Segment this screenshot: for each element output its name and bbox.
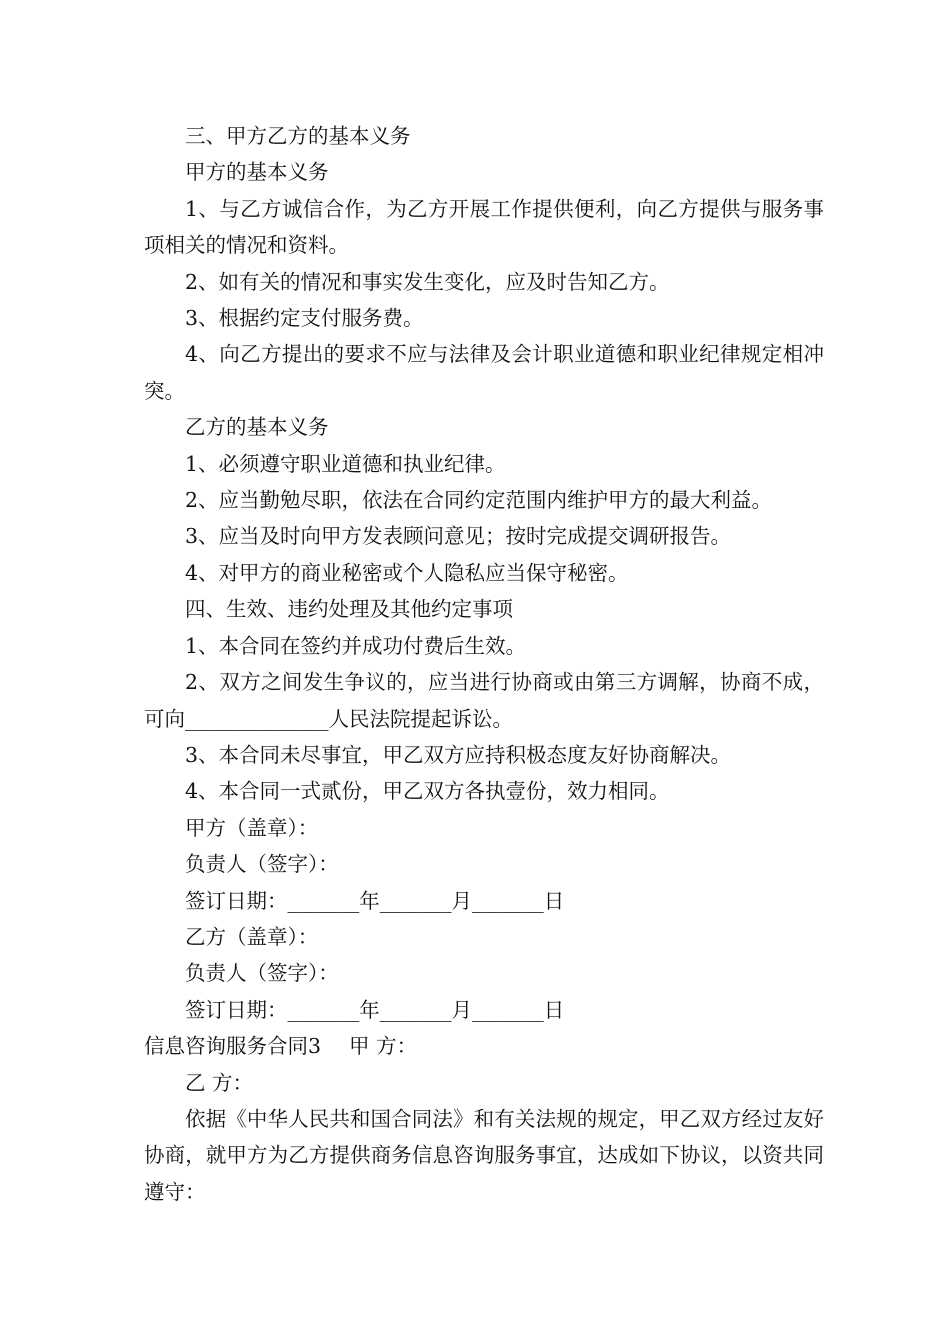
closing-paragraph: 依据《中华人民共和国合同法》和有关法规的规定，甲乙双方经过友好协商，就甲方为乙方提供商务信息咨询服务事宜，达成如下协议，以资共同遵守： [144,1106,824,1204]
party-b-date-line: 签订日期：_______年_______月_______日 [185,997,565,1022]
section-heading-4: 四、生效、违约处理及其他约定事项 [185,597,513,622]
paragraph: 4、本合同一式贰份，甲乙双方各执壹份，效力相同。 [185,779,670,804]
subheading-party-b-obligations: 乙方的基本义务 [185,415,329,440]
paragraph: 2、如有关的情况和事实发生变化，应及时告知乙方。 [185,269,670,294]
paragraph: 2、双方之间发生争议的，应当进行协商或由第三方调解，协商不成，可向______________人民法院提起诉讼。 [144,670,824,731]
paragraph: 3、根据约定支付服务费。 [185,306,424,331]
paragraph: 4、向乙方提出的要求不应与法律及会计职业道德和职业纪律规定相冲突。 [144,342,824,403]
party-a-seal-line: 甲方（盖章）： [185,815,319,840]
contract-title-line [144,1028,824,1064]
party-a-date-line: 签订日期：_______年_______月_______日 [185,888,565,913]
contract-title: 信息咨询服务合同3 [144,1034,322,1059]
paragraph: 1、与乙方诚信合作，为乙方开展工作提供便利，向乙方提供与服务事项相关的情况和资料。 [144,196,824,258]
paragraph: 3、应当及时向甲方发表顾问意见；按时完成提交调研报告。 [185,524,732,549]
paragraph: 4、对甲方的商业秘密或个人隐私应当保守秘密。 [185,560,629,585]
party-a-label: 甲 方： [349,1034,418,1059]
paragraph: 1、本合同在签约并成功付费后生效。 [185,633,527,658]
paragraph: 1、必须遵守职业道德和执业纪律。 [185,451,506,476]
document-body [144,118,824,1210]
party-b-signature-line: 负责人（签字）： [185,961,339,986]
party-b-label: 乙 方： [185,1070,254,1095]
party-b-seal-line: 乙方（盖章）： [185,924,319,949]
party-a-signature-line: 负责人（签字）： [185,852,339,877]
subheading-party-a-obligations: 甲方的基本义务 [185,160,329,185]
paragraph: 2、应当勤勉尽职，依法在合同约定范围内维护甲方的最大利益。 [185,488,773,513]
section-heading-3: 三、甲方乙方的基本义务 [185,124,411,148]
paragraph: 3、本合同未尽事宜，甲乙双方应持积极态度友好协商解决。 [185,742,732,767]
